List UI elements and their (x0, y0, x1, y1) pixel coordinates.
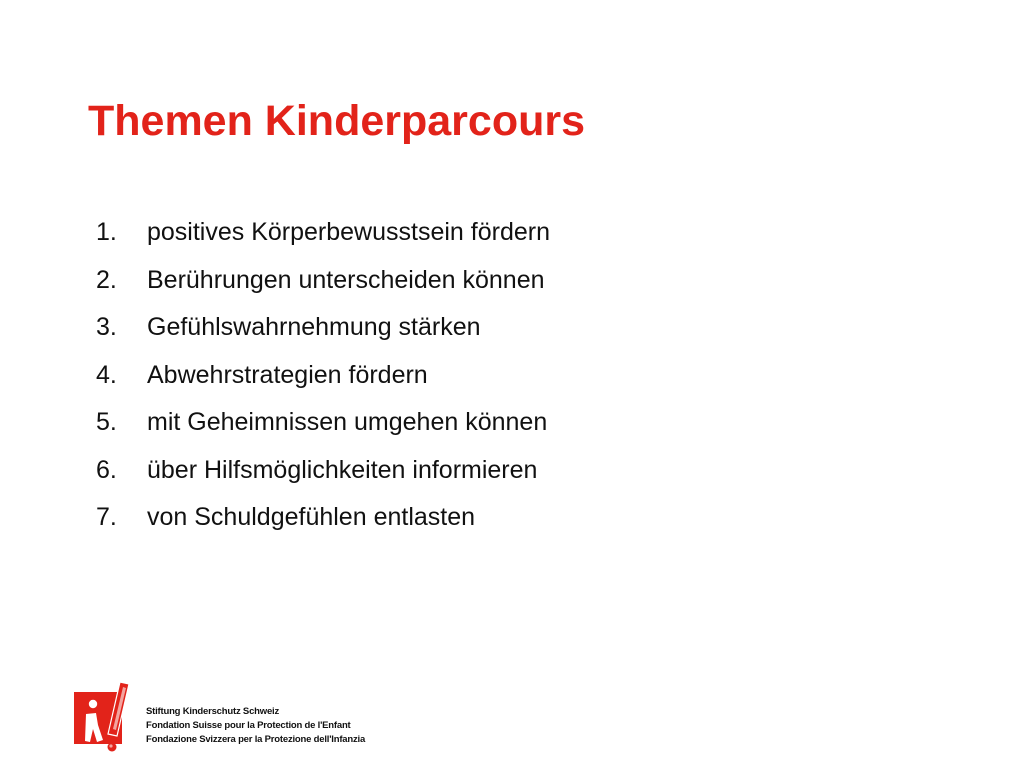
topic-text: Berührungen unterscheiden können (147, 265, 545, 294)
topic-text: Abwehrstrategien fördern (147, 360, 428, 389)
topic-number: 4. (96, 360, 117, 389)
org-name-it: Fondazione Svizzera per la Protezione dell'Infanzia (146, 734, 366, 745)
topic-text: Gefühlswahrnehmung stärken (147, 313, 481, 341)
topic-number: 2. (96, 265, 117, 294)
org-name-fr: Fondation Suisse pour la Protection de l'Enfant (146, 720, 351, 731)
org-names (146, 705, 365, 747)
topic-number: 7. (96, 503, 117, 531)
topic-text: mit Geheimnissen umgehen können (147, 408, 548, 436)
topic-number: 6. (96, 455, 117, 484)
org-name-de: Stiftung Kinderschutz Schweiz (146, 706, 280, 717)
topic-text: über Hilfsmöglichkeiten informieren (147, 455, 538, 484)
slide-title: Themen Kinderparcours (88, 97, 585, 145)
footer (72, 678, 392, 758)
topic-number: 5. (96, 408, 117, 436)
topic-text: von Schuldgefühlen entlasten (147, 503, 476, 531)
topic-text: positives Körperbewusstsein fördern (147, 218, 550, 246)
kinderschutz-logo-icon (72, 678, 138, 758)
topic-number: 1. (96, 218, 117, 246)
topic-number: 3. (96, 313, 117, 341)
